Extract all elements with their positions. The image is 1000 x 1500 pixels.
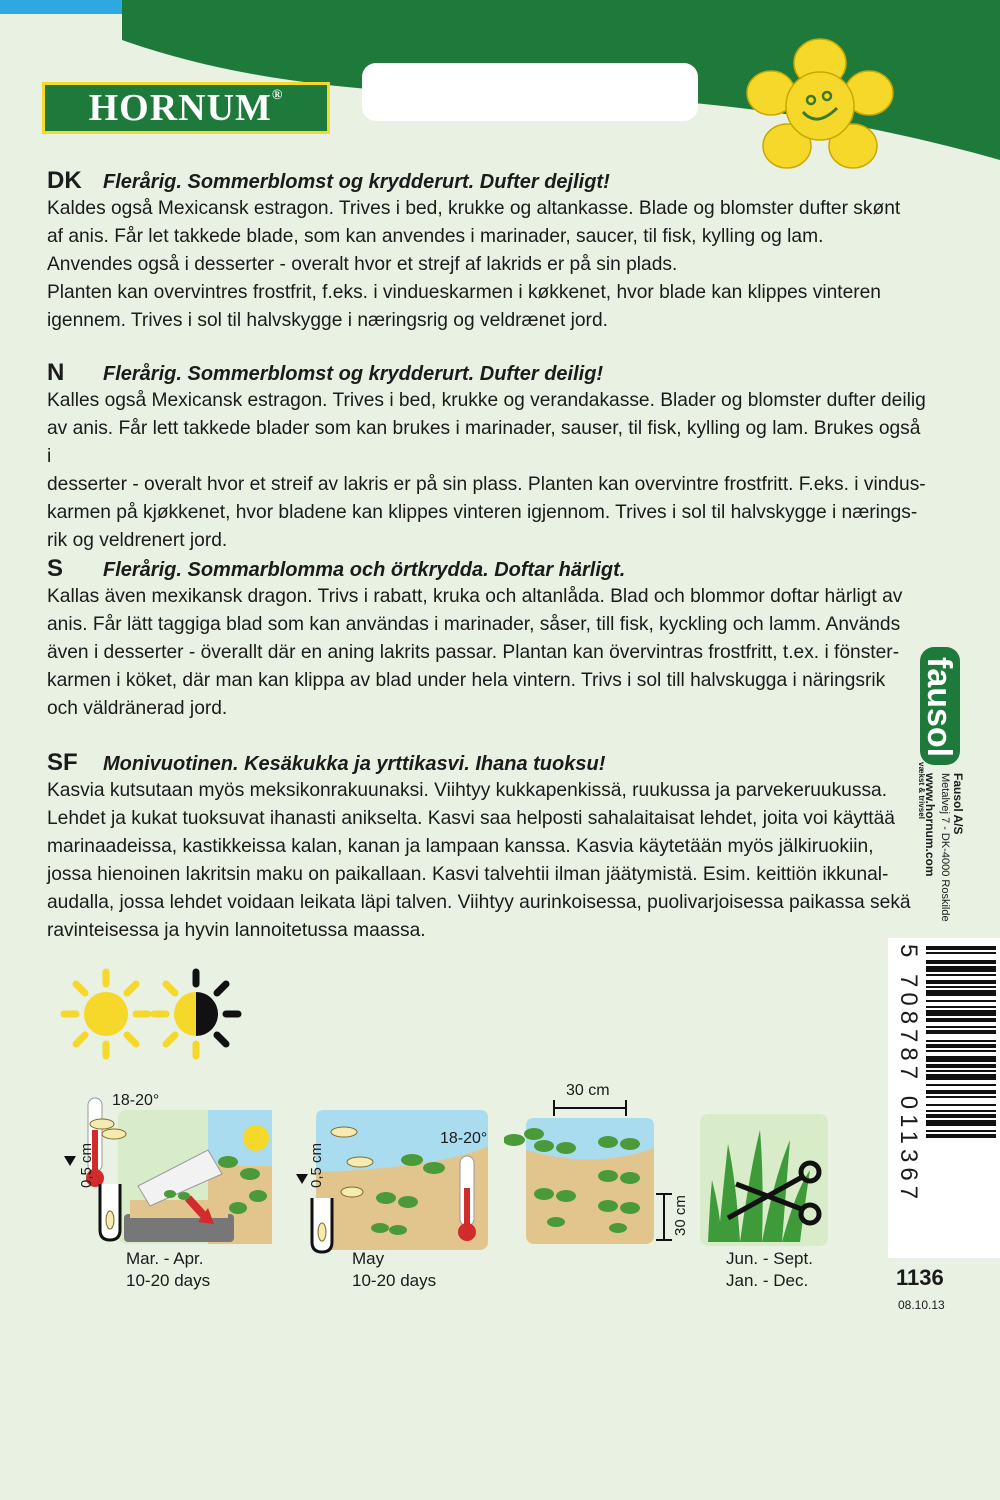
plant-spacing-illustration [504, 1090, 694, 1250]
distributor-address: Metalvej 7 - DK-4000 Roskilde [939, 773, 951, 922]
half-sun-icon [150, 968, 242, 1060]
brand-registered-mark: ® [271, 88, 284, 103]
plant-spacing: 30 cm [672, 1195, 689, 1236]
barcode-bar [926, 1040, 996, 1042]
distributor-company: Fausol A/S [951, 773, 965, 835]
section-dk [47, 168, 927, 335]
harvest-period [726, 1248, 813, 1292]
barcode-bar [926, 980, 996, 984]
barcode-bar [926, 1110, 996, 1112]
indoor-temperature: 18-20° [112, 1092, 160, 1109]
indoor-sowing-depth: 0,5 cm [78, 1142, 95, 1188]
barcode-bar [926, 1074, 996, 1080]
barcode-bar [926, 1096, 996, 1098]
print-date: 08.10.13 [898, 1298, 945, 1312]
hornum-logo [42, 82, 330, 134]
section-n [47, 360, 927, 555]
language-code: N [47, 359, 65, 386]
variety-label-area [362, 63, 698, 121]
barcode-bar [926, 1120, 996, 1126]
barcode-bar [926, 1114, 996, 1118]
indoor-sowing-period [126, 1248, 210, 1292]
barcode-bar [926, 1104, 996, 1106]
section-body: Kalles også Mexicansk estragon. Trives i bed, krukke og verandakasse. Blader og blomster dufter deilig av anis. Får lett takkede blader som kan brukes i marinader, sauser, til fisk, kylling og lam. Brukes også i desserter - overalt hvor et streif av lakris er på sin plass. Planten kan overvintre frostfritt. F.eks. i vindus- karmen på kjøkkenet, hvor bladene kan klippes vinteren igjennom. Trives i sol til halvskygge i nærings- rik og veldrenert jord. [47, 390, 926, 551]
barcode-bar [926, 990, 996, 996]
barcode-bar [926, 1010, 996, 1016]
barcode-bar [926, 1026, 996, 1028]
barcode-bar [926, 960, 996, 964]
outdoor-months: May [352, 1249, 385, 1268]
barcode-bar [926, 1130, 996, 1132]
fausol-logo [912, 645, 968, 767]
language-code: SF [47, 749, 78, 776]
barcode-bar [926, 1056, 996, 1062]
barcode-bar [926, 1064, 996, 1068]
barcode-bar [926, 974, 996, 976]
section-sf [47, 750, 927, 945]
barcode-bar [926, 986, 996, 988]
barcode-bar [926, 1134, 996, 1138]
harvest-months-indoor: Jan. - Dec. [726, 1271, 809, 1290]
language-code: DK [47, 167, 82, 194]
barcode-bar [926, 1084, 996, 1086]
flower-mascot-icon [745, 38, 895, 173]
barcode-bars [926, 946, 996, 1250]
harvest-illustration [700, 1110, 830, 1248]
barcode-bar [926, 1018, 996, 1022]
section-body: Kallas även mexikansk dragon. Trivs i rabatt, kruka och altanlåda. Blad och blommor doftar härligt av anis. Får lätt taggiga blad som kan användas i marinader, såser, till fisk, kyckling och lamm. Används även i desserter - överallt där en aning lakrits passar. Plantan kan övervintras frostfritt, t.ex. i fönster- karmen i köket, där man kan klippa av blad under hela vintern. Trivs i sol till halvskugga i näringsrik och väldränerad jord. [47, 586, 903, 719]
section-body: Kaldes også Mexicansk estragon. Trives i bed, krukke og altankasse. Blade og blomster dufter skønt af anis. Får let takkede blade, som kan anvendes i marinader, saucer, til fisk, kylling og lam. Anvendes også i desserter - overalt hvor et strejf af lakrids er på sin plads. Planten kan overvintres frostfrit, f.eks. i vindueskarmen i køkkenet, hvor blade kan klippes vinteren igennem. Trives i sol til halvskygge i næringsrig og veldrænet jord. [47, 198, 901, 331]
language-code: S [47, 555, 64, 582]
packet-number: 1136 [896, 1265, 944, 1290]
barcode-bar [926, 966, 996, 972]
barcode-bar [926, 1090, 996, 1094]
barcode [888, 938, 1000, 1258]
barcode-bar [926, 1006, 996, 1008]
section-s [47, 556, 927, 723]
barcode-bar [926, 946, 996, 950]
barcode-bar [926, 1044, 996, 1048]
barcode-bar [926, 1000, 996, 1002]
section-heading: Flerårig. Sommerblomst og krydderurt. Dufter deilig! [103, 363, 604, 385]
outdoor-germination-days: 10-20 days [352, 1271, 437, 1290]
thermometer-icon [458, 1156, 476, 1241]
barcode-digits: 5 708787 011367 [895, 944, 922, 1205]
barcode-bar [926, 952, 996, 954]
row-spacing: 30 cm [566, 1082, 610, 1099]
barcode-bar [926, 1070, 996, 1072]
outdoor-sowing-depth: 0,5 cm [308, 1142, 325, 1188]
brand-name: HORNUM [88, 87, 272, 129]
fausol-tagline: vækst & trivsel [917, 762, 926, 819]
section-heading: Flerårig. Sommerblomst og krydderurt. Dufter dejligt! [103, 171, 610, 193]
distributor-website: www.hornum.com [923, 773, 937, 877]
section-body: Kasvia kutsutaan myös meksikonrakuunaksi. Viihtyy kukkapenkissä, ruukussa ja parvekeruukussa. Lehdet ja kukat tuoksuvat ihanasti anikselta. Kasvi saa helposti sahalaitaisat lehdet, joita voi käyttää marinaadeissa, kastikkeissa kalan, kanan ja lampaan kanssa. Kasvia käytetään myös jälkiruokiin, jossa hienoinen lakritsin maku on paikallaan. Kasvi talvehtii ilman jäätymistä. Esim. keittiön ikkunal- audalla, jossa lehdet voidaan leikata läpi talven. Viihtyy aurinkoisessa, puolivarjoisessa paikassa sekä ravinteisessa ja hyvin lannoitetussa maassa. [47, 780, 911, 941]
barcode-bar [926, 1030, 996, 1034]
indoor-germination-days: 10-20 days [126, 1271, 211, 1290]
section-heading: Flerårig. Sommarblomma och örtkrydda. Doftar härligt. [103, 559, 626, 581]
harvest-months-summer: Jun. - Sept. [726, 1249, 813, 1268]
section-heading: Monivuotinen. Kesäkukka ja yrttikasvi. Ihana tuoksu! [103, 753, 606, 775]
indoor-months: Mar. - Apr. [126, 1249, 204, 1268]
outdoor-temperature: 18-20° [440, 1130, 488, 1147]
outdoor-sowing-period [352, 1248, 436, 1292]
sun-icon [60, 968, 152, 1060]
svg-text:fausol: fausol [920, 657, 958, 758]
barcode-bar [926, 1050, 996, 1052]
